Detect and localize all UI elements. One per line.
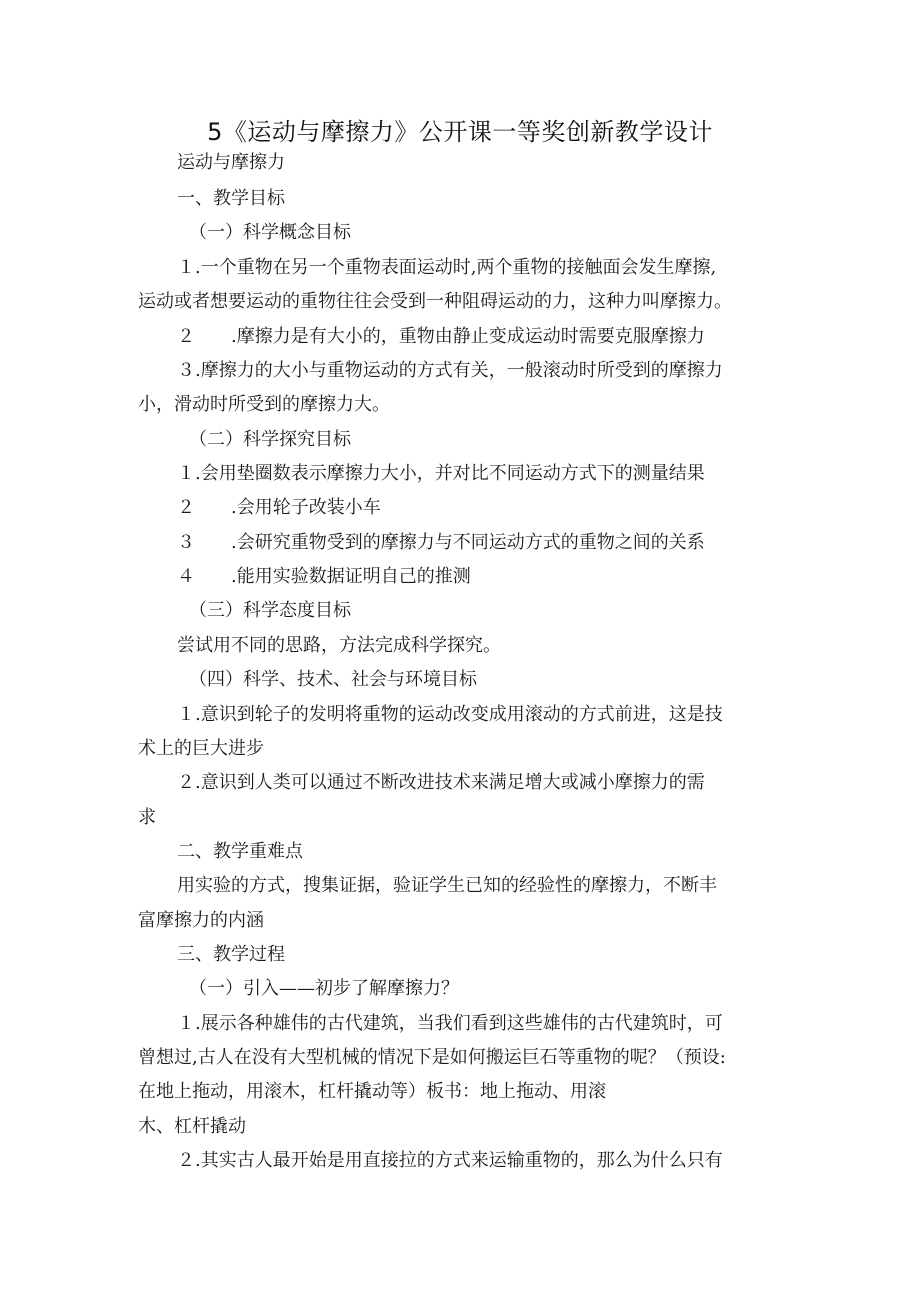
text-line: 在地上拖动，用滚木，杠杆撬动等）板书：地上拖动、用滚 [138,1081,606,1102]
text-line: 运动或者想要运动的重物往往会受到一种阻碍运动的力，这种力叫摩擦力。 [138,291,732,312]
text-line: ３.摩擦力的大小与重物运动的方式有关，一般滚动时所受到的摩擦力 [177,360,723,381]
text-line: １.一个重物在另一个重物表面运动时,两个重物的接触面会发生摩擦, [177,257,717,278]
text-line: 求 [138,807,156,828]
section-heading-process: 三、教学过程 [177,944,285,965]
section-heading-objectives: 一、教学目标 [177,188,285,209]
text-line: 富摩擦力的内涵 [138,910,264,931]
text-line: ３ .会研究重物受到的摩擦力与不同运动方式的重物之间的关系 [177,532,705,553]
text-line: 用实验的方式，搜集证据，验证学生已知的经验性的摩擦力，不断丰 [177,875,717,896]
subsection-heading-intro: （一）引入——初步了解摩擦力？ [189,978,459,999]
subsection-heading-inquiry: （二）科学探究目标 [189,429,351,450]
text-line: １.意识到轮子的发明将重物的运动改变成用滚动的方式前进，这是技 [177,704,723,725]
subsection-heading-concept: （一）科学概念目标 [189,222,351,243]
text-line: 术上的巨大进步 [138,738,264,759]
subtitle-line: 运动与摩擦力 [177,152,285,173]
text-line: ２.意识到人类可以通过不断改进技术来满足增大或减小摩擦力的需 [177,772,705,793]
section-heading-key-points: 二、教学重难点 [177,841,303,862]
text-line: 小，滑动时所受到的摩擦力大。 [138,394,390,415]
text-line: ２.其实古人最开始是用直接拉的方式来运输重物的，那么为什么只有 [177,1150,723,1171]
text-line: ４ .能用实验数据证明自己的推测 [177,566,471,587]
subsection-heading-attitude: （三）科学态度目标 [189,600,351,621]
text-line: 曾想过,古人在没有大型机械的情况下是如何搬运巨石等重物的呢？（预设: [138,1047,726,1068]
text-line: １.会用垫圈数表示摩擦力大小，并对比不同运动方式下的测量结果 [177,463,705,484]
text-line: ２ .摩擦力是有大小的，重物由静止变成运动时需要克服摩擦力 [177,326,705,347]
text-line: ２ .会用轮子改装小车 [177,497,381,518]
text-line: 尝试用不同的思路，方法完成科学探究。 [177,635,501,656]
document-title: 5《运动与摩擦力》公开课一等奖创新教学设计 [207,118,713,146]
text-line: １.展示各种雄伟的古代建筑，当我们看到这些雄伟的古代建筑时，可 [177,1013,723,1034]
text-line: 木、杠杆撬动 [138,1116,246,1137]
subsection-heading-sts: （四）科学、技术、社会与环境目标 [189,669,477,690]
